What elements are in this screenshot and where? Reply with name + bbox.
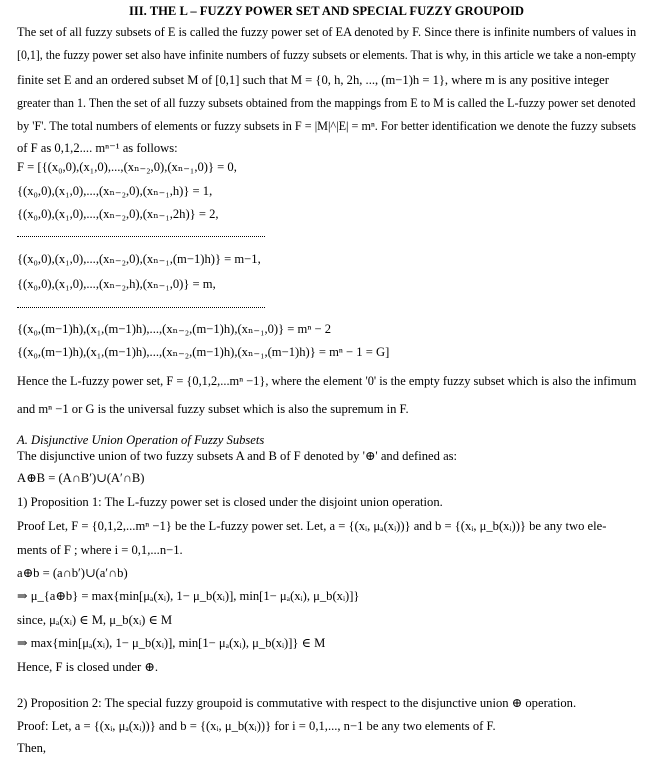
equation-line: {(x₀,0),(x₁,0),...,(xₙ₋₂,0),(xₙ₋₁,(m−1)h)} = m−1,: [17, 252, 261, 266]
paragraph-line: Proof Let, F = {0,1,2,...mⁿ −1} be the L-fuzzy power set. Let, a = {(xᵢ, μₐ(xᵢ))} and b = {(xᵢ, μ_b(xᵢ))} be any two ele-: [17, 519, 607, 533]
equation-line: A⊕B = (A∩B′)∪(A′∩B): [17, 471, 145, 485]
equation-line: ⇒ μ_{a⊕b} = max{min[μₐ(xᵢ), 1− μ_b(xᵢ)], min[1− μₐ(xᵢ), μ_b(xᵢ)]}: [17, 589, 360, 603]
equation-line: {(x₀,(m−1)h),(x₁,(m−1)h),...,(xₙ₋₂,(m−1)h),(xₙ₋₁,(m−1)h)} = mⁿ − 1 = G]: [17, 345, 390, 359]
equation-line: a⊕b = (a∩b′)∪(a′∩b): [17, 566, 128, 580]
equation-line: since, μₐ(xᵢ) ∈ M, μ_b(xᵢ) ∈ M: [17, 613, 173, 627]
proposition-line: 2) Proposition 2: The special fuzzy groupoid is commutative with respect to the disjunctive union ⊕ operation.: [17, 696, 577, 710]
section-heading: III. THE L – FUZZY POWER SET AND SPECIAL FUZZY GROUPOID: [128, 4, 525, 18]
paragraph-line: greater than 1. Then the set of all fuzzy subsets obtained from the mappings from E to M is called the L-fuzzy power set denoted: [17, 96, 636, 110]
proposition-line: 1) Proposition 1: The L-fuzzy power set is closed under the disjoint union operation.: [17, 495, 443, 509]
paragraph-line: The disjunctive union of two fuzzy subsets A and B of F denoted by '⊕' and defined as:: [17, 449, 458, 463]
equation-line: ⇒ max{min[μₐ(xᵢ), 1− μ_b(xᵢ)], min[1− μₐ(xᵢ), μ_b(xᵢ)]} ∈ M: [17, 636, 326, 650]
equation-line: {(x₀,(m−1)h),(x₁,(m−1)h),...,(xₙ₋₂,(m−1)h),(xₙ₋₁,0)} = mⁿ − 2: [17, 322, 332, 336]
paragraph-line: of F as 0,1,2.... mⁿ⁻¹ as follows:: [17, 141, 178, 155]
paragraph-line: [0,1], the fuzzy power set also have infinite numbers of fuzzy subsets or elements. That is why, in this article we take a non-empty: [17, 48, 637, 62]
paragraph-line: Proof: Let, a = {(xᵢ, μₐ(xᵢ))} and b = {(xᵢ, μ_b(xᵢ))} for i = 0,1,..., n−1 be any two elements of F.: [17, 719, 496, 733]
equation-line: {(x₀,0),(x₁,0),...,(xₙ₋₂,h),(xₙ₋₁,0)} = m,: [17, 277, 216, 291]
paragraph-line: by 'F'. The total numbers of elements or fuzzy subsets in F = |M|^|E| = mⁿ. For better identification we denote the fuzzy subsets: [17, 119, 636, 133]
equation-line: {(x₀,0),(x₁,0),...,(xₙ₋₂,0),(xₙ₋₁,h)} = 1,: [17, 184, 213, 198]
paragraph-line: and mⁿ −1 or G is the universal fuzzy subset which is also the supremum in F.: [17, 402, 409, 416]
paragraph-line: Hence, F is closed under ⊕.: [17, 660, 159, 674]
equation-line: F = [{(x₀,0),(x₁,0),...,(xₙ₋₂,0),(xₙ₋₁,0)} = 0,: [17, 160, 237, 174]
paragraph-line: finite set E and an ordered subset M of [0,1] such that M = {0, h, 2h, ..., (m−1)h = 1}, where m is any positive integer: [17, 73, 609, 87]
ellipsis-rule: [17, 236, 265, 237]
paragraph-line: ments of F ; where i = 0,1,...n−1.: [17, 543, 183, 557]
paragraph-line: The set of all fuzzy subsets of E is called the fuzzy power set of EA denoted by F. Since there is infinite numbers of values in: [17, 25, 637, 39]
subsection-heading: A. Disjunctive Union Operation of Fuzzy Subsets: [17, 433, 265, 447]
paragraph-line: Then,: [17, 741, 47, 755]
equation-line: {(x₀,0),(x₁,0),...,(xₙ₋₂,0),(xₙ₋₁,2h)} = 2,: [17, 207, 219, 221]
paragraph-line: Hence the L-fuzzy power set, F = {0,1,2,...mⁿ −1}, where the element '0' is the empty fuzzy subset which is also the infimum: [17, 374, 637, 388]
ellipsis-rule: [17, 307, 265, 308]
